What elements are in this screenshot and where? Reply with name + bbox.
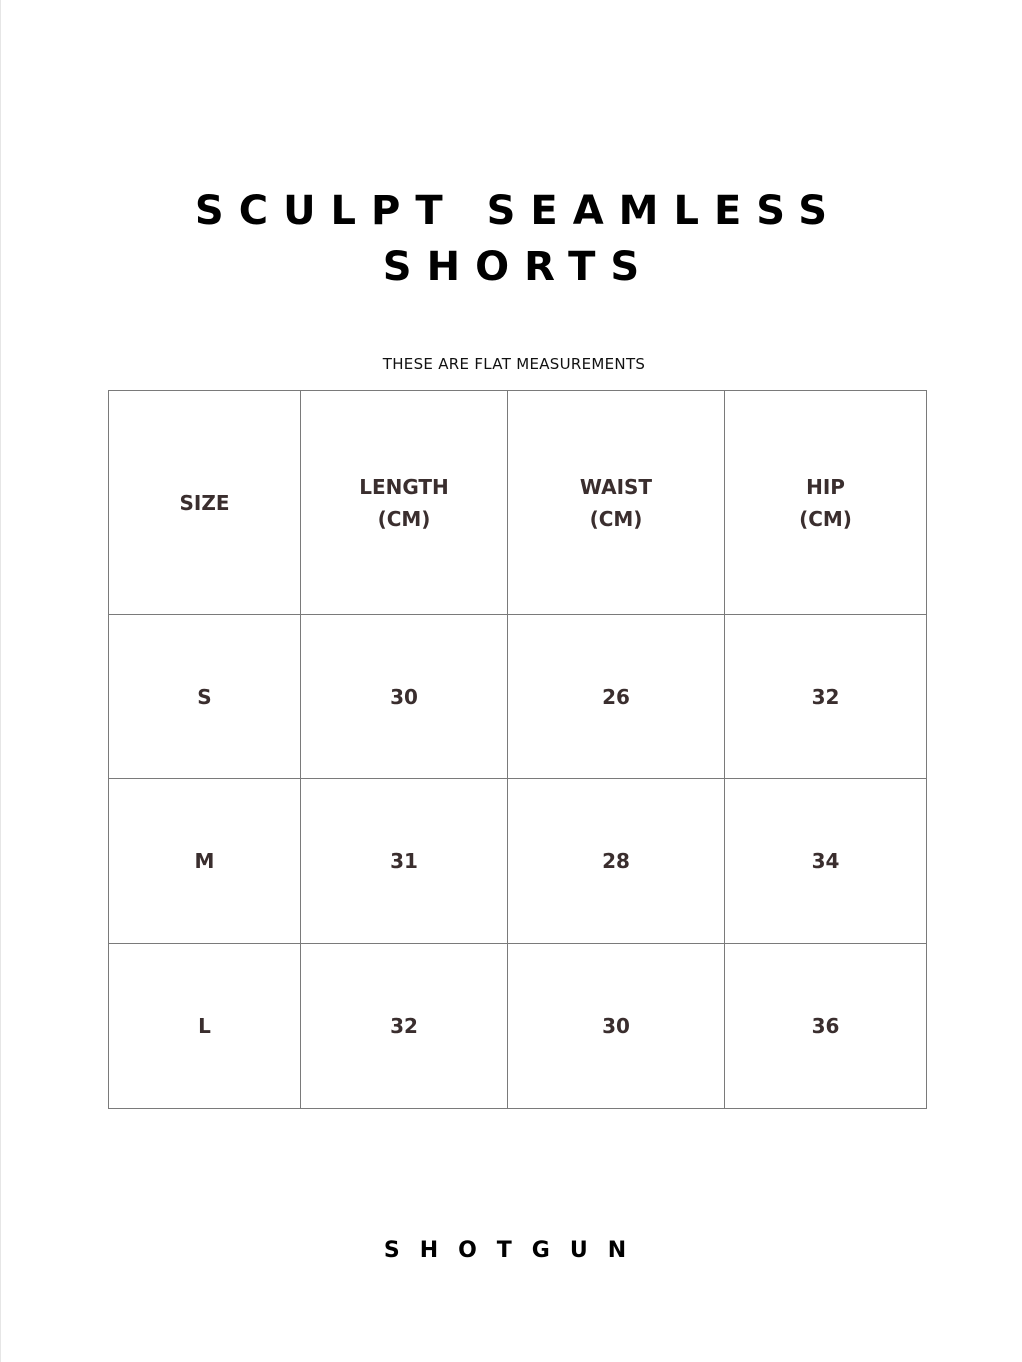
table-row [109, 615, 927, 779]
brand-logo: SHOTGUN [383, 1238, 647, 1263]
length-value: 30 [301, 615, 508, 779]
waist-value: 30 [508, 944, 725, 1109]
size-label: M [109, 779, 301, 944]
table-row [109, 779, 927, 944]
waist-value: 28 [508, 779, 725, 944]
waist-value: 26 [508, 615, 725, 779]
size-label: S [109, 615, 301, 779]
size-chart-table [108, 390, 927, 1109]
title-line-2: SHORTS [382, 244, 655, 290]
header-hip: HIP (CM) [725, 391, 927, 615]
hip-value: 34 [725, 779, 927, 944]
title-line-1: SCULPT SEAMLESS [194, 188, 843, 234]
table-header-row [109, 391, 927, 615]
header-length: LENGTH (CM) [301, 391, 508, 615]
header-waist: WAIST (CM) [508, 391, 725, 615]
measurement-note: THESE ARE FLAT MEASUREMENTS [382, 355, 646, 373]
table-row [109, 944, 927, 1109]
hip-value: 32 [725, 615, 927, 779]
hip-value: 36 [725, 944, 927, 1109]
length-value: 31 [301, 779, 508, 944]
header-size: SIZE [109, 391, 301, 615]
size-label: L [109, 944, 301, 1109]
page-title [0, 183, 1022, 295]
length-value: 32 [301, 944, 508, 1109]
